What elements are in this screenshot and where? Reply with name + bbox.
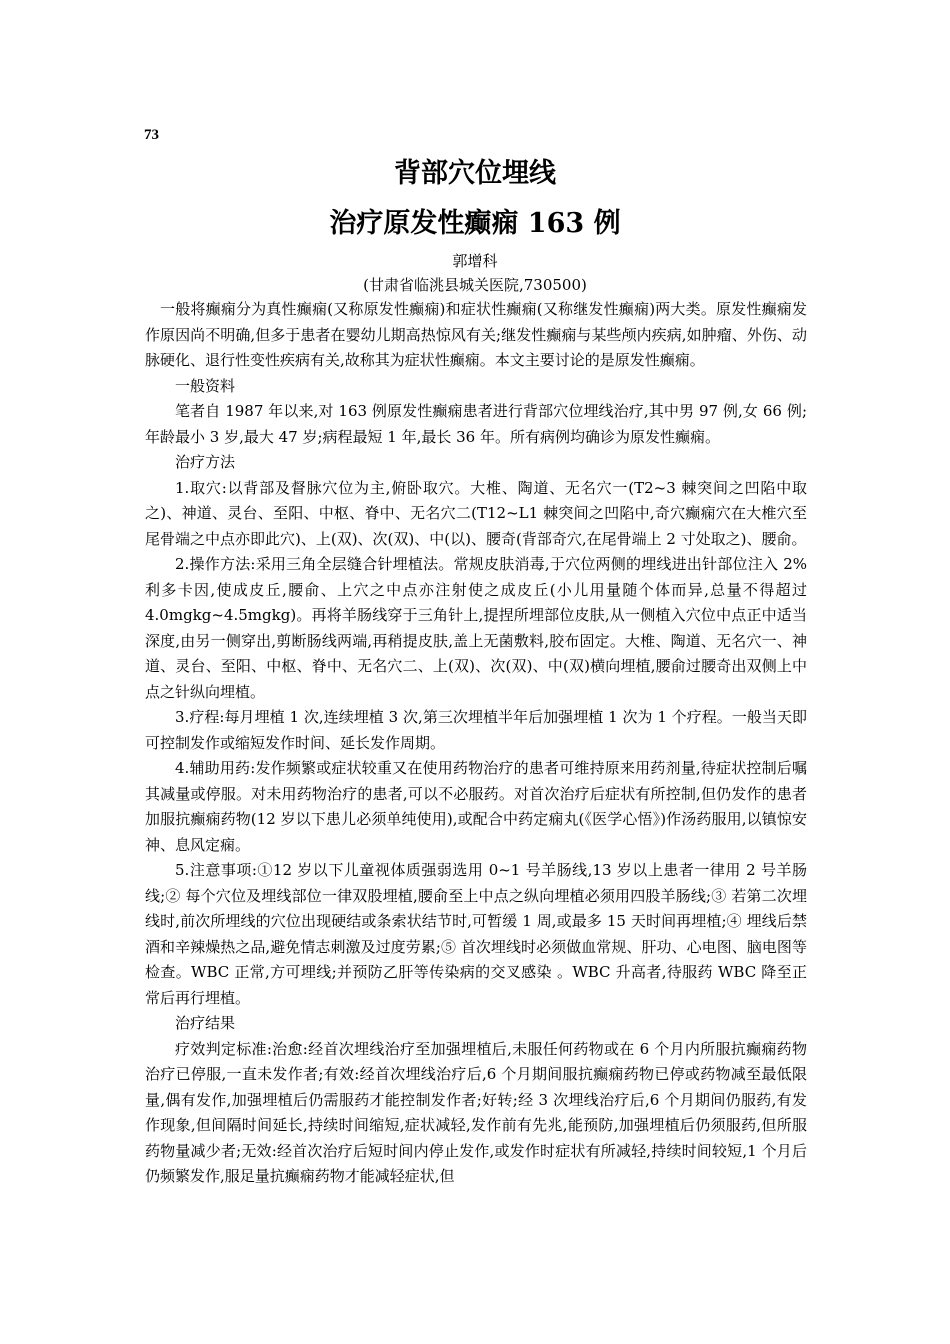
article-title-line-2: 治疗原发性癫痫 163 例 xyxy=(329,208,621,239)
body-paragraph: 疗效判定标准:治愈:经首次埋线治疗至加强埋植后,未服任何药物或在 6 个月内所服抗癫痫药物治疗已停服,一直未发作者;有效:经首次埋线治疗后,6 个月期间服抗癫痫药物已停或药物减至最低限量,偶有发作,加强埋植后仍需服药才能控制发作者;好转;经 3 次埋线治疗后,6 个月期间仍服药,有发作现象,但间隔时间延长,持续时间缩短,症状减轻,发作前有先兆,能预防,加强埋植后仍须服药,但所服药物量减少者;无效:经首次治疗后短时间内停止发作,或发作时症状有所减轻,持续时间较短,1 个月后仍频繁发作,服足量抗癫痫药物才能减轻症状,但 xyxy=(145,1039,807,1185)
author-name: 郭增科 xyxy=(452,252,498,270)
body-paragraph: 2.操作方法:采用三角全层缝合针埋植法。常规皮肤消毒,于穴位两侧的埋线进出针部位注入 2%利多卡因,使成皮丘,腰俞、上穴之中点亦注射使之成皮丘(小儿用量随个体而异,总量不得超过 4.0mgkg~4.5mgkg)。再将羊肠线穿于三角针上,提捏所埋部位皮肤,从一侧植入穴位中点正中适当深度,由另一侧穿出,剪断肠线两端,再稍提皮肤,盖上无菌敷料,胶布固定。大椎、陶道、无名穴一、神道、灵台、至阳、中枢、脊中、无名穴二、上(双)、次(双)、中(双)横向埋植,腰俞过腰奇出双侧上中点之针纵向埋植。 xyxy=(145,555,807,701)
section-heading-treatment-results: 治疗结果 xyxy=(175,1014,236,1032)
intro-paragraph: 一般将癫痫分为真性癫痫(又称原发性癫痫)和症状性癫痫(又称继发性癫痫)两大类。原发性癫痫发作原因尚不明确,但多于患者在婴幼儿期高热惊风有关;继发性癫痫与某些颅内疾病,如肿瘤、外伤、动脉硬化、退行性变性疾病有关,故称其为症状性癫痫。本文主要讨论的是原发性癫痫。 xyxy=(145,300,807,369)
section-heading-treatment-method: 治疗方法 xyxy=(175,453,236,471)
body-paragraph: 5.注意事项:①12 岁以下儿童视体质强弱选用 0~1 号羊肠线,13 岁以上患者一律用 2 号羊肠线;② 每个穴位及埋线部位一律双股埋植,腰俞至上中点之纵向埋植必须用四股羊肠线;③ 若第二次埋线时,前次所埋线的穴位出现硬结或条索状结节时,可暂缓 1 周,或最多 15 天时间再埋植;④ 埋线后禁酒和辛辣燥热之品,避免情志刺激及过度劳累;⑤ 首次埋线时必须做血常规、肝功、心电图、脑电图等检查。WBC 正常,方可埋线;并预防乙肝等传染病的交叉感染 。WBC 升高者,待服药 WBC 降至正常后再行埋植。 xyxy=(145,861,807,1007)
body-paragraph: 1.取穴:以背部及督脉穴位为主,俯卧取穴。大椎、陶道、无名穴一(T2~3 棘突间之凹陷中取之)、神道、灵台、至阳、中枢、脊中、无名穴二(T12~L1 棘突间之凹陷中,奇穴癫痫穴在大椎穴至尾骨端之中点亦即此穴)、上(双)、次(双)、中(以)、腰奇(背部奇穴,在尾骨端上 2 寸处取之)、腰俞。 xyxy=(145,478,807,548)
article-title-line-1: 背部穴位埋线 xyxy=(394,158,556,189)
body-paragraph: 笔者自 1987 年以来,对 163 例原发性癫痫患者进行背部穴位埋线治疗,其中男 97 例,女 66 例;年龄最小 3 岁,最大 47 岁;病程最短 1 年,最长 36 年。所有病例均确诊为原发性癫痫。 xyxy=(145,402,807,446)
author-affiliation: (甘肃省临洮县城关医院,730500) xyxy=(363,276,587,294)
section-heading-general-info: 一般资料 xyxy=(175,376,236,395)
page-number: 73 xyxy=(144,127,159,143)
body-paragraph: 4.辅助用药:发作频繁或症状较重又在使用药物治疗的患者可维持原来用药剂量,待症状控制后嘱其减量或停服。对未用药物治疗的患者,可以不必服药。对首次治疗后症状有所控制,但仍发作的患者加服抗癫痫药物(12 岁以下患儿必须单纯使用),或配合中药定痫丸(《医学心悟》)作汤药服用,以镇惊安神、息风定痫。 xyxy=(145,759,807,854)
body-paragraph: 3.疗程:每月埋植 1 次,连续埋植 3 次,第三次埋植半年后加强埋植 1 次为 1 个疗程。一般当天即可控制发作或缩短发作时间、延长发作周期。 xyxy=(145,708,807,752)
article-body xyxy=(145,297,807,1190)
